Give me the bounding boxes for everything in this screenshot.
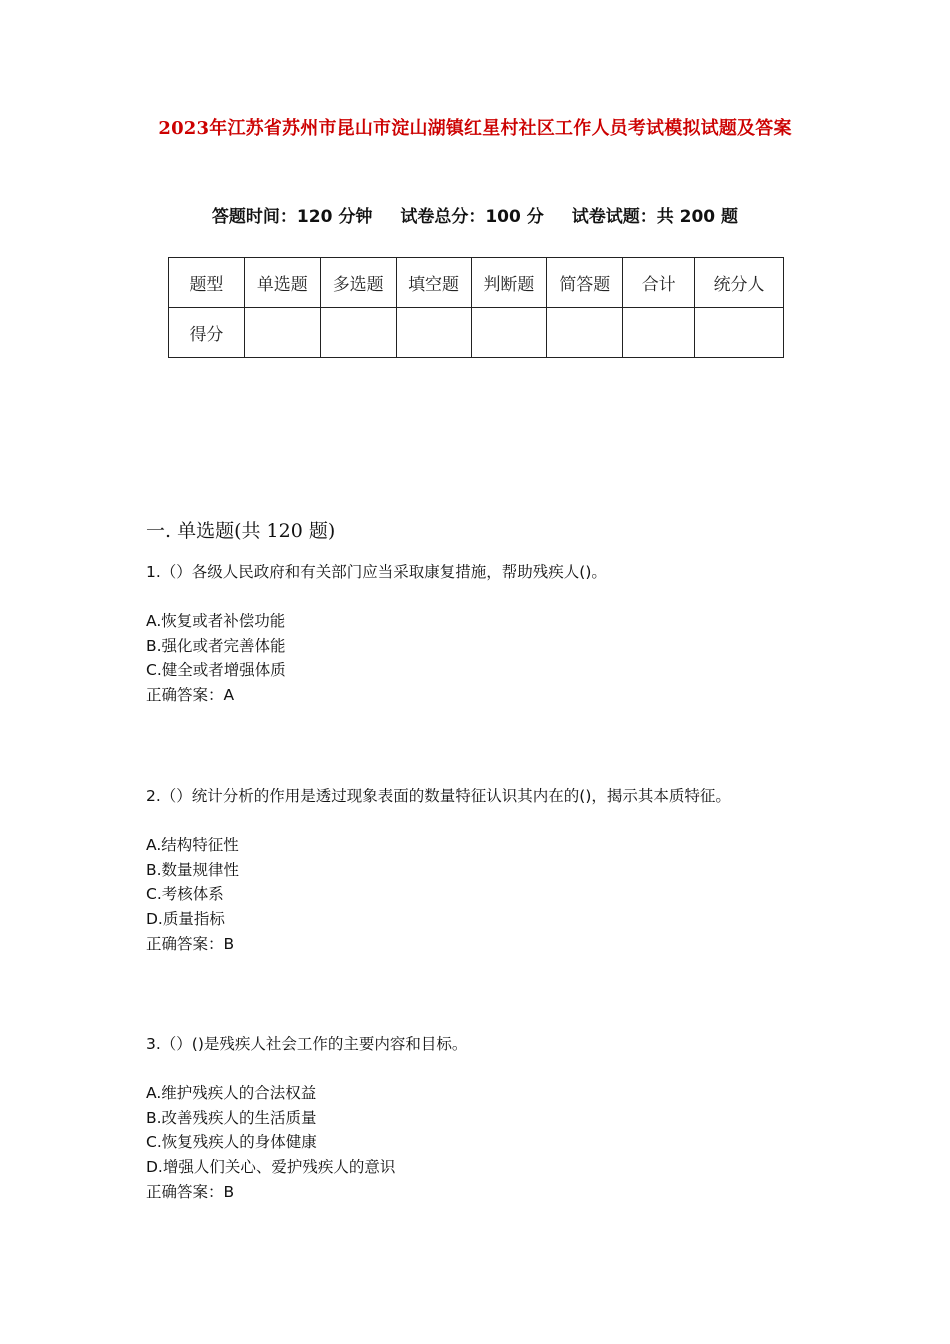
score-header-cell: 合计 [623, 258, 695, 308]
question-stem: 2.（）统计分析的作用是透过现象表面的数量特征认识其内在的()，揭示其本质特征。 [146, 787, 731, 805]
score-table [168, 257, 784, 358]
question-option: C.考核体系 [146, 885, 224, 904]
question-option: D.增强人们关心、爱护残疾人的意识 [146, 1158, 396, 1177]
question-option: B.强化或者完善体能 [146, 636, 286, 655]
score-header-cell: 多选题 [320, 258, 396, 308]
exam-total-score: 试卷总分：100 分 [400, 207, 544, 227]
score-cell [320, 308, 396, 358]
question-option: B.数量规律性 [146, 860, 240, 879]
question-stem: 1.（）各级人民政府和有关部门应当采取康复措施，帮助残疾人()。 [146, 563, 607, 581]
score-cell [623, 308, 695, 358]
score-cell [244, 308, 320, 358]
question-option: D.质量指标 [146, 910, 225, 929]
document-title: 2023年江苏省苏州市昆山市淀山湖镇红星村社区工作人员考试模拟试题及答案 [158, 118, 792, 139]
question-answer: 正确答案：B [146, 1182, 235, 1201]
question-answer: 正确答案：A [146, 686, 235, 705]
exam-question-count: 试卷试题：共 200 题 [571, 207, 739, 227]
score-cell [396, 308, 471, 358]
question-3 [146, 1032, 467, 1205]
question-stem: 3.（）()是残疾人社会工作的主要内容和目标。 [146, 1035, 468, 1053]
score-table-score-row [169, 308, 784, 358]
question-2 [146, 784, 731, 957]
question-answer: 正确答案：B [146, 934, 235, 953]
score-cell [471, 308, 547, 358]
score-cell [695, 308, 784, 358]
score-row-label: 得分 [169, 308, 245, 358]
question-option: A.维护残疾人的合法权益 [146, 1083, 317, 1102]
score-header-cell: 统分人 [695, 258, 784, 308]
exam-info [0, 202, 950, 227]
score-header-cell: 简答题 [547, 258, 623, 308]
score-header-cell: 判断题 [471, 258, 547, 308]
exam-time: 答题时间：120 分钟 [211, 207, 373, 227]
question-option: B.改善残疾人的生活质量 [146, 1108, 317, 1127]
question-option: A.恢复或者补偿功能 [146, 611, 286, 630]
section-title: 一. 单选题(共 120 题) [146, 520, 336, 542]
question-option: A.结构特征性 [146, 835, 239, 854]
score-header-cell: 单选题 [244, 258, 320, 308]
question-1 [146, 560, 607, 708]
question-option: C.健全或者增强体质 [146, 661, 286, 680]
score-header-cell: 填空题 [396, 258, 471, 308]
score-header-cell: 题型 [169, 258, 245, 308]
score-cell [547, 308, 623, 358]
score-table-header-row [169, 258, 784, 308]
question-option: C.恢复残疾人的身体健康 [146, 1133, 317, 1152]
